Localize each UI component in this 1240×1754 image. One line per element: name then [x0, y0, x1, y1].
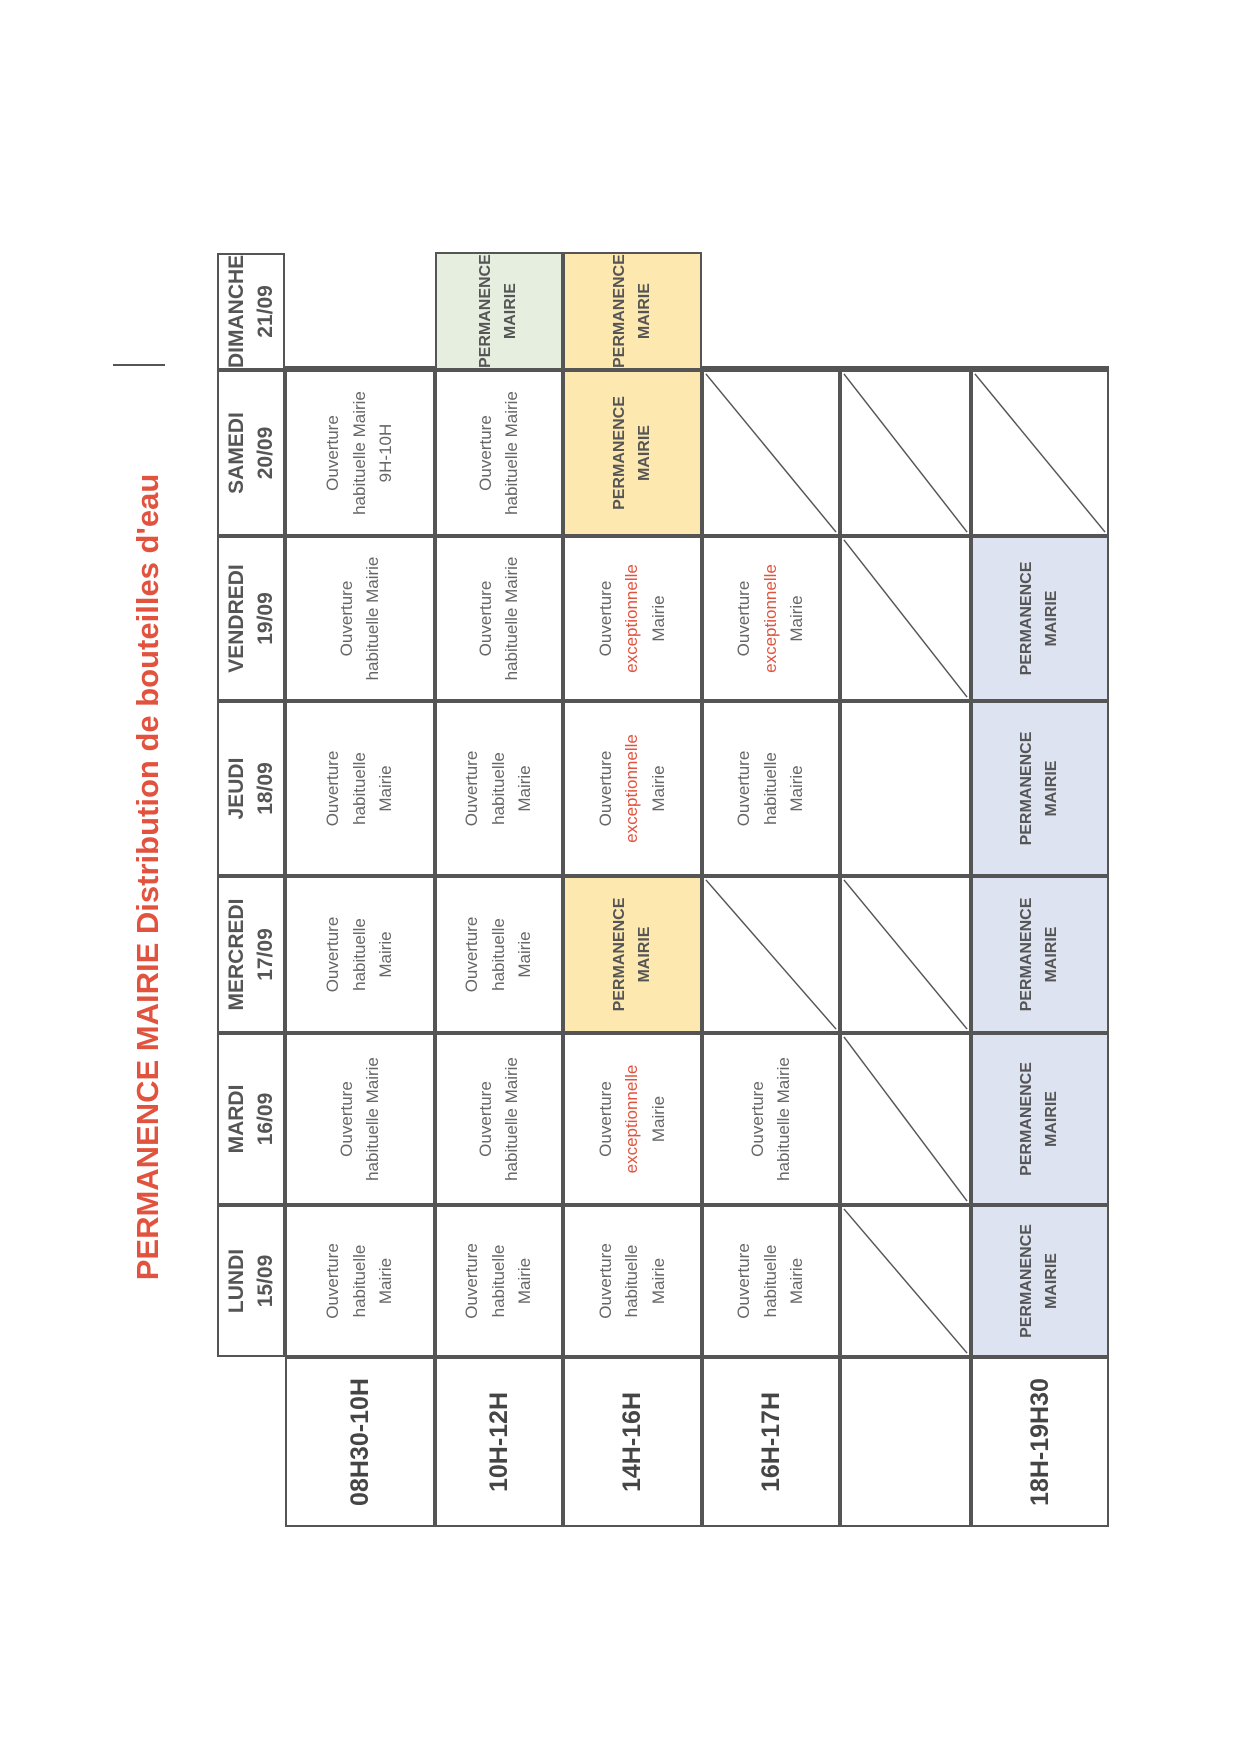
regular-opening-cell	[435, 370, 563, 536]
day-date: 20/09	[254, 426, 277, 480]
time-slot	[840, 1357, 971, 1527]
day-header	[217, 253, 285, 370]
cell-line: Ouverture	[595, 750, 615, 827]
cell-line: Mairie	[648, 765, 668, 812]
cell-text	[334, 557, 387, 681]
cell-text	[608, 898, 658, 1012]
cell-line: habituelle	[349, 752, 369, 825]
day-date: 15/09	[254, 1254, 277, 1308]
time-slot-label: 14H-16H	[618, 1391, 646, 1493]
cell-line: MAIRIE	[1043, 760, 1060, 817]
regular-opening-cell	[285, 701, 435, 876]
permanence-cell	[563, 876, 702, 1033]
cell-line: habituelle Mairie	[502, 556, 521, 681]
cell-line: habituelle	[488, 1244, 508, 1318]
cell-text	[1015, 1062, 1065, 1176]
regular-opening-cell	[435, 876, 563, 1033]
no-service-cell	[285, 366, 435, 370]
cell-line: habituelle	[488, 752, 508, 825]
no-service-cell	[840, 1033, 971, 1205]
cell-line: MAIRIE	[635, 425, 653, 482]
regular-opening-cell	[702, 701, 840, 876]
time-slot	[563, 1357, 702, 1527]
cell-line: Mairie	[376, 1257, 396, 1305]
exceptional-opening-cell	[563, 1033, 702, 1205]
regular-opening-cell	[435, 1205, 563, 1357]
cell-line: MAIRIE	[635, 283, 653, 340]
day-header-text	[222, 899, 281, 1011]
permanence-cell	[435, 252, 563, 370]
cell-line: PERMANENCE	[1018, 1062, 1036, 1176]
cell-line: PERMANENCE	[610, 897, 628, 1012]
cell-line: PERMANENCE	[477, 254, 495, 368]
cell-line: PERMANENCE	[1018, 561, 1036, 676]
cell-line: habituelle	[760, 752, 780, 825]
cell-line: Ouverture	[323, 415, 343, 491]
permanence-cell	[563, 252, 702, 370]
cell-text	[320, 917, 399, 993]
empty-cell	[840, 701, 971, 876]
day-header-text	[222, 1249, 281, 1313]
day-header	[217, 701, 285, 876]
cell-text	[1015, 732, 1065, 846]
no-service-cell	[840, 370, 971, 536]
cell-line: Ouverture	[734, 580, 754, 657]
diagonal-strike	[842, 1035, 969, 1203]
cell-line: exceptionnelle	[622, 564, 642, 673]
day-header	[217, 536, 285, 701]
permanence-cell	[971, 536, 1109, 701]
regular-opening-cell	[435, 701, 563, 876]
cell-text	[473, 391, 526, 515]
cell-text	[459, 751, 538, 827]
time-slot-label: 08H30-10H	[345, 1378, 374, 1506]
cell-text	[731, 1243, 810, 1319]
cell-text	[320, 751, 399, 827]
day-name: LUNDI	[224, 1248, 248, 1314]
day-date: 21/09	[254, 285, 277, 338]
cell-text	[731, 564, 810, 673]
cell-text	[593, 734, 672, 843]
cell-line: habituelle	[622, 1244, 642, 1318]
day-name: MERCREDI	[224, 898, 248, 1011]
day-name: VENDREDI	[224, 564, 248, 673]
cell-text	[474, 254, 524, 368]
day-header	[217, 1033, 285, 1205]
diagonal-strike	[842, 1207, 969, 1355]
page-title: PERMANENCE MAIRIE Distribution de bouteilles d'eau	[130, 473, 165, 1281]
day-header	[217, 1205, 285, 1357]
cell-line: Ouverture	[336, 1081, 356, 1157]
no-service-cell	[971, 366, 1109, 370]
cell-line: habituelle Mairie	[363, 1057, 382, 1181]
day-date: 16/09	[254, 1092, 277, 1146]
cell-line: Mairie	[376, 765, 396, 812]
cell-line: exceptionnelle	[622, 734, 642, 843]
cell-line: habituelle Mairie	[502, 391, 521, 515]
cell-text	[608, 396, 658, 510]
exceptional-opening-cell	[702, 536, 840, 701]
cell-line: MAIRIE	[1043, 1253, 1060, 1310]
regular-opening-cell	[435, 536, 563, 701]
day-header	[217, 876, 285, 1033]
cell-text	[473, 1057, 526, 1181]
day-name: DIMANCHE	[224, 254, 248, 368]
diagonal-strike	[704, 878, 838, 1031]
regular-opening-cell	[285, 1033, 435, 1205]
cell-text	[320, 1243, 399, 1319]
day-header	[217, 370, 285, 536]
time-slot	[435, 1357, 563, 1527]
cell-line: Ouverture	[462, 750, 482, 827]
cell-line: Mairie	[787, 1257, 807, 1305]
diagonal-strike	[973, 372, 1107, 534]
cell-line: Mairie	[787, 765, 807, 812]
no-service-cell	[971, 370, 1109, 536]
regular-opening-cell	[285, 1205, 435, 1357]
permanence-cell	[971, 876, 1109, 1033]
cell-line: Ouverture	[475, 415, 495, 491]
cell-line: PERMANENCE	[1018, 731, 1036, 846]
cell-line: PERMANENCE	[1018, 897, 1036, 1012]
cell-line: Ouverture	[595, 1243, 615, 1319]
no-service-cell	[702, 366, 840, 370]
time-slot-label: 16H-17H	[756, 1391, 785, 1493]
time-slot-label: 10H-12H	[484, 1391, 513, 1493]
cell-line: Ouverture	[462, 1243, 482, 1319]
no-service-cell	[840, 536, 971, 701]
cell-line: Ouverture	[475, 580, 495, 657]
cell-line: Mairie	[515, 931, 535, 978]
cell-text	[731, 751, 810, 827]
cell-line: Mairie	[648, 1257, 668, 1305]
day-header-text	[222, 255, 281, 368]
cell-line: exceptionnelle	[760, 564, 780, 673]
no-service-cell	[840, 366, 971, 370]
cell-text	[459, 917, 538, 993]
permanence-cell	[971, 701, 1109, 876]
cell-line: 9H-10H	[376, 423, 396, 483]
time-slot	[285, 1357, 435, 1527]
cell-line: Ouverture	[595, 1081, 615, 1157]
permanence-cell	[971, 1205, 1109, 1357]
cell-text	[334, 1057, 387, 1181]
day-header-text	[222, 758, 281, 820]
day-header-text	[222, 412, 281, 494]
cell-text	[593, 1065, 672, 1174]
diagonal-strike	[842, 878, 969, 1031]
cell-line: Ouverture	[595, 580, 615, 657]
day-name: MARDI	[224, 1084, 248, 1154]
regular-opening-cell	[702, 1205, 840, 1357]
regular-opening-cell	[285, 876, 435, 1033]
cell-line: Ouverture	[747, 1081, 767, 1157]
time-slot	[702, 1357, 840, 1527]
cell-line: PERMANENCE	[1018, 1224, 1036, 1338]
cell-line: Ouverture	[475, 1081, 495, 1157]
regular-opening-cell	[435, 1033, 563, 1205]
cell-line: Ouverture	[323, 750, 343, 827]
cell-text	[608, 254, 658, 368]
cell-line: MAIRIE	[502, 283, 519, 340]
cell-line: Ouverture	[734, 750, 754, 827]
no-service-cell	[702, 370, 840, 536]
corner-cell	[217, 1357, 285, 1527]
permanence-cell	[971, 1033, 1109, 1205]
cell-line: Mairie	[648, 595, 668, 642]
cell-line: Ouverture	[323, 916, 343, 993]
regular-opening-cell	[702, 1033, 840, 1205]
cell-line: exceptionnelle	[622, 1064, 642, 1174]
day-date: 18/09	[254, 762, 277, 815]
cell-text	[593, 1243, 672, 1319]
time-slot	[971, 1357, 1109, 1527]
cell-line: habituelle Mairie	[774, 1057, 793, 1181]
cell-line: habituelle Mairie	[349, 391, 369, 515]
cell-text	[1015, 562, 1065, 676]
cell-text	[459, 1243, 538, 1319]
regular-opening-cell	[285, 536, 435, 701]
day-date: 19/09	[254, 592, 277, 645]
cell-line: habituelle	[488, 918, 508, 991]
diagonal-strike	[704, 372, 838, 534]
cell-line: Ouverture	[462, 916, 482, 993]
no-service-cell	[840, 1205, 971, 1357]
cell-line: Mairie	[515, 1257, 535, 1305]
cell-line: Mairie	[376, 931, 396, 978]
cell-line: MAIRIE	[1043, 1091, 1060, 1148]
day-name: SAMEDI	[224, 412, 248, 494]
no-service-cell	[702, 876, 840, 1033]
time-slot-label: 18H-19H30	[1025, 1378, 1054, 1506]
cell-text	[593, 564, 672, 673]
day-date: 17/09	[254, 928, 277, 981]
cell-text	[1015, 898, 1065, 1012]
cell-text	[473, 557, 526, 681]
cell-line: habituelle	[349, 1244, 369, 1318]
cell-line: PERMANENCE	[610, 254, 628, 368]
cell-line: MAIRIE	[635, 926, 653, 983]
cell-line: habituelle Mairie	[363, 556, 382, 681]
cell-line: Mairie	[787, 595, 807, 642]
cell-line: Ouverture	[323, 1243, 343, 1319]
no-service-cell	[840, 876, 971, 1033]
day-header-text	[222, 1085, 281, 1154]
cell-line: habituelle	[349, 918, 369, 991]
exceptional-opening-cell	[563, 536, 702, 701]
regular-opening-cell	[285, 370, 435, 536]
permanence-cell	[563, 370, 702, 536]
diagonal-strike	[842, 538, 969, 699]
regular-opening-cell	[563, 1205, 702, 1357]
cell-line: habituelle Mairie	[502, 1057, 521, 1181]
cell-line: habituelle	[760, 1244, 780, 1318]
cell-line: PERMANENCE	[610, 396, 628, 510]
cell-line: MAIRIE	[1043, 926, 1060, 983]
diagonal-strike	[842, 372, 969, 534]
day-name: JEUDI	[224, 757, 248, 820]
cell-text	[1015, 1224, 1065, 1338]
cell-line: Ouverture	[734, 1243, 754, 1319]
cell-line: Mairie	[515, 765, 535, 812]
cell-line: Ouverture	[336, 580, 356, 657]
exceptional-opening-cell	[563, 701, 702, 876]
cell-line: MAIRIE	[1043, 590, 1060, 647]
cell-text	[745, 1057, 798, 1181]
cell-line: Mairie	[648, 1095, 668, 1143]
cell-text	[320, 391, 399, 515]
day-header-text	[222, 564, 281, 673]
